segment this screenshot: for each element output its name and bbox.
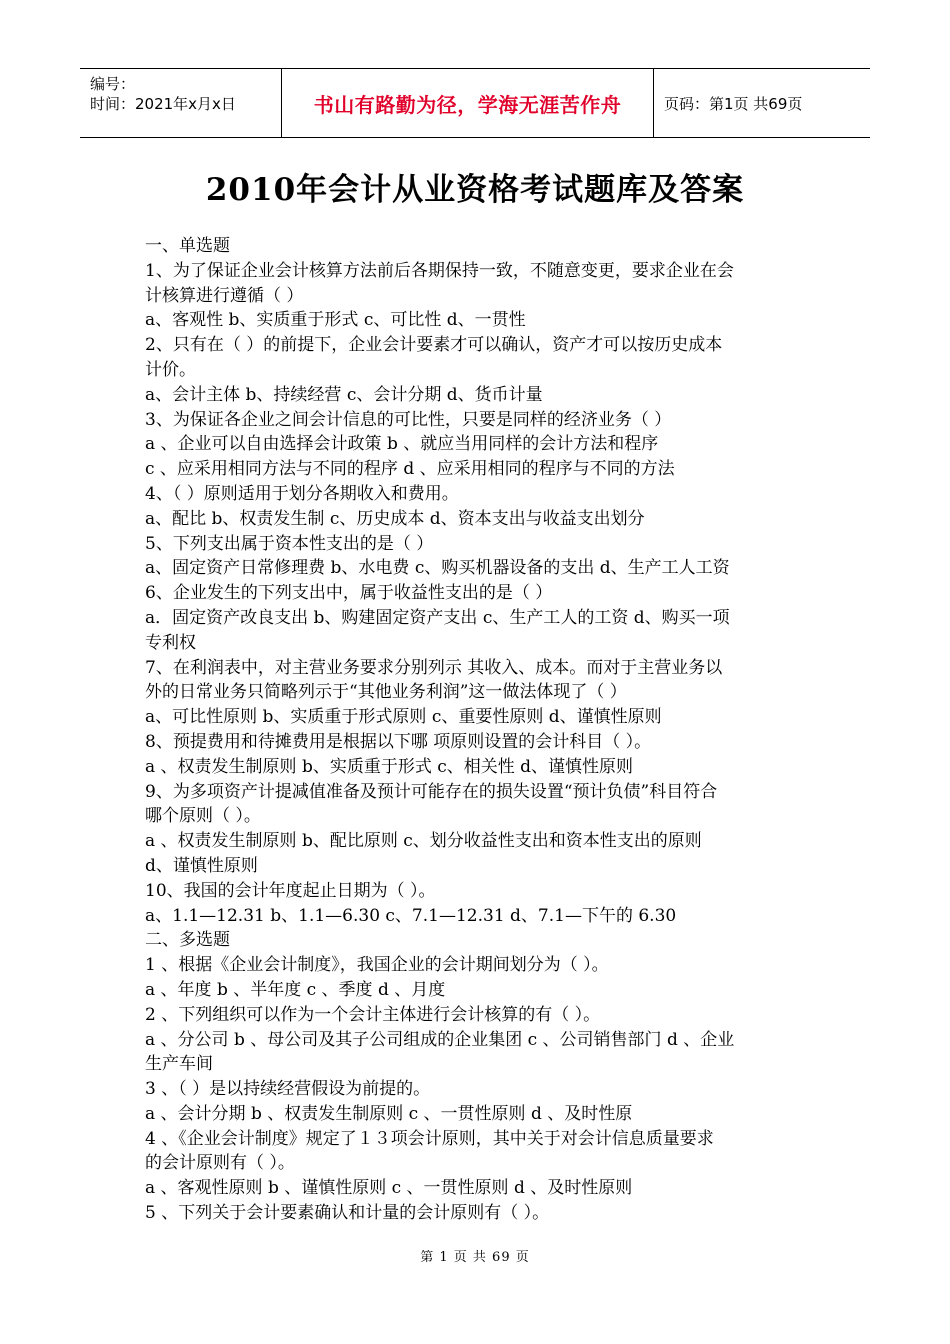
text-line: a 、权责发生制原则 b、实质重于形式 c、相关性 d、谨慎性原则	[145, 756, 634, 777]
text-line: 的会计原则有（ ）。	[145, 1153, 295, 1174]
text-line: 4、（ ）原则适用于划分各期收入和费用。	[145, 483, 459, 504]
text-line: 5、下列支出属于资本性支出的是（ ）	[145, 533, 434, 554]
text-line: d、谨慎性原则	[145, 855, 258, 876]
text-line: a 、分公司 b 、母公司及其子公司组成的企业集团 c 、公司销售部门 d 、企业	[145, 1029, 735, 1050]
text-line: 3、为保证各企业之间会计信息的可比性，只要是同样的经济业务（ ）	[145, 409, 672, 430]
document-id-label: 编号：	[90, 75, 136, 93]
document-date: 时间：2021年x月x日	[90, 95, 236, 113]
text-line: c 、应采用相同方法与不同的程序 d 、应采用相同的程序与不同的方法	[145, 459, 675, 480]
text-line: 哪个原则（ ）。	[145, 806, 261, 827]
text-line: a、客观性 b、实质重于形式 c、可比性 d、一贯性	[145, 310, 526, 331]
header-page-cell	[654, 69, 870, 137]
text-line: 5 、下列关于会计要素确认和计量的会计原则有（ ）。	[145, 1203, 550, 1224]
text-line: a 、客观性原则 b 、谨慎性原则 c 、一贯性原则 d 、及时性原则	[145, 1178, 633, 1199]
text-line: 4 、《企业会计制度》规定了１３项会计原则，其中关于对会计信息质量要求	[145, 1128, 714, 1149]
page-footer: 第 1 页 共 69 页	[420, 1250, 530, 1265]
text-line: 3 、（ ）是以持续经营假设为前提的。	[145, 1079, 431, 1100]
text-line: a、1.1—12.31 b、1.1—6.30 c、7.1—12.31 d、7.1—下午的 6.30	[145, 905, 677, 926]
text-line: 9、为多项资产计提减值准备及预计可能存在的损失设置“预计负债”科目符合	[145, 781, 718, 802]
text-line: 专利权	[145, 632, 196, 653]
text-line: a 、企业可以自由选择会计政策 b 、就应当用同样的会计方法和程序	[145, 434, 659, 455]
text-line: 8、预提费用和待摊费用是根据以下哪 项原则设置的会计科目（ ）。	[145, 731, 652, 752]
text-line: 生产车间	[145, 1054, 213, 1075]
text-line: 2、只有在（ ）的前提下，企业会计要素才可以确认，资产才可以按历史成本	[145, 335, 723, 356]
header-motto-cell	[282, 69, 654, 137]
header-table	[80, 68, 870, 138]
page-title: 2010年会计从业资格考试题库及答案	[205, 172, 745, 208]
text-line: a 、会计分期 b 、权责发生制原则 c 、一贯性原则 d 、及时性原	[145, 1103, 633, 1124]
text-line: 1 、根据《企业会计制度》，我国企业的会计期间划分为（ ）。	[145, 955, 609, 976]
text-line: 计核算进行遵循（ ）	[145, 285, 304, 306]
header-meta-cell	[80, 69, 282, 137]
text-line: 计价。	[145, 359, 196, 380]
question-body	[145, 234, 815, 1226]
text-line: a、配比 b、权责发生制 c、历史成本 d、资本支出与收益支出划分	[145, 508, 645, 529]
header-motto: 书山有路勤为径，学海无涯苦作舟	[313, 92, 622, 117]
text-line: a、可比性原则 b、实质重于形式原则 c、重要性原则 d、谨慎性原则	[145, 707, 662, 728]
text-line: a 、年度 b 、半年度 c 、季度 d 、月度	[145, 979, 446, 1000]
text-line: 二、多选题	[145, 930, 230, 951]
text-line: 10、我国的会计年度起止日期为（ ）。	[145, 880, 436, 901]
text-line: 7、在利润表中，对主营业务要求分别列示 其收入、成本。而对于主营业务以	[145, 657, 723, 678]
text-line: a、固定资产日常修理费 b、水电费 c、购买机器设备的支出 d、生产工人工资	[145, 558, 730, 579]
text-line: a、会计主体 b、持续经营 c、会计分期 d、货币计量	[145, 384, 543, 405]
text-line: a 、权责发生制原则 b、配比原则 c、划分收益性支出和资本性支出的原则	[145, 831, 702, 852]
text-line: a．固定资产改良支出 b、购建固定资产支出 c、生产工人的工资 d、购买一项	[145, 607, 730, 628]
text-line: 2 、下列组织可以作为一个会计主体进行会计核算的有（ ）。	[145, 1004, 601, 1025]
text-line: 6、企业发生的下列支出中，属于收益性支出的是（ ）	[145, 583, 553, 604]
text-line: 外的日常业务只简略列示于“其他业务利润”这一做法体现了（ ）	[145, 682, 627, 703]
text-line: 1、为了保证企业会计核算方法前后各期保持一致，不随意变更，要求企业在会	[145, 260, 734, 281]
header-page-number: 页码：第1页 共69页	[664, 94, 803, 113]
text-line: 一、单选题	[145, 236, 230, 256]
